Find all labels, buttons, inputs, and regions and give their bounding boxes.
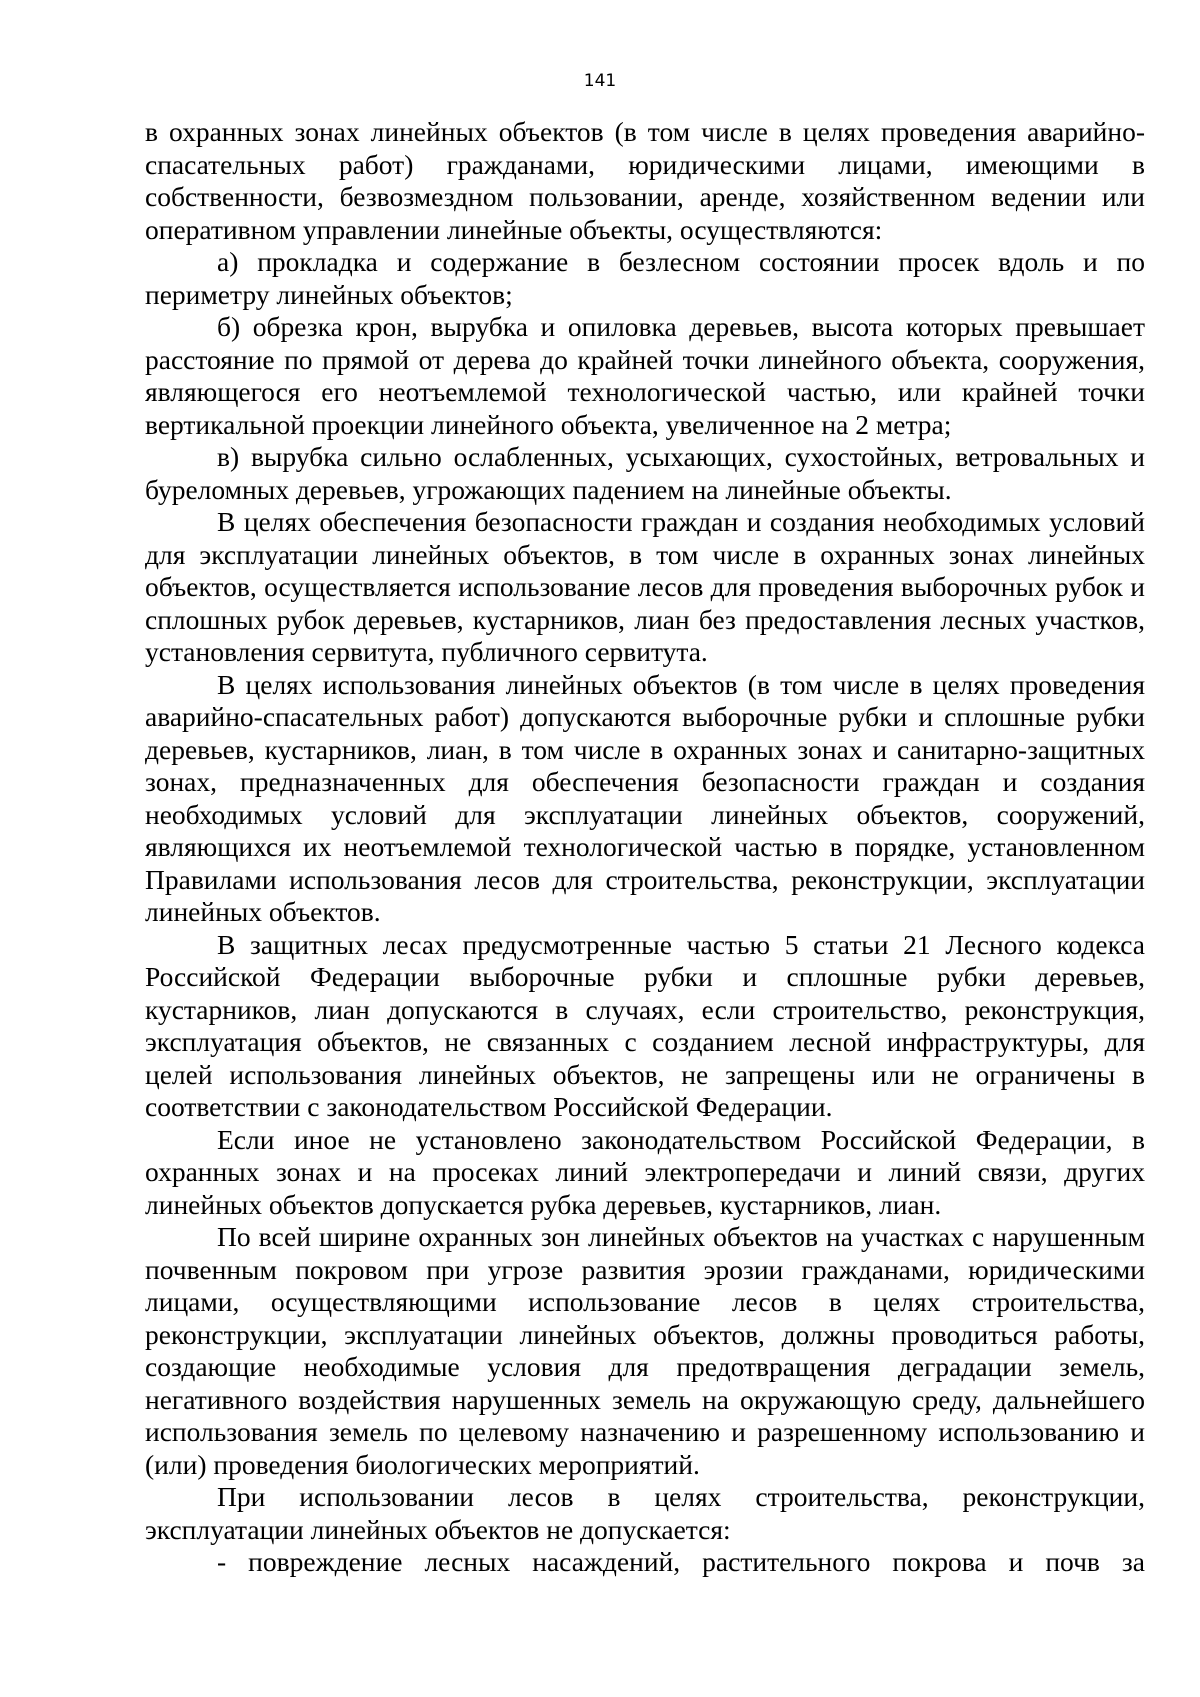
paragraph: - повреждение лесных насаждений, растительного покрова и почв за <box>217 1546 1145 1577</box>
paragraph: б) обрезка крон, вырубка и опиловка деревьев, высота которых превышает расстояние по прямой от дерева до крайней точки линейного объекта, сооружения, являющегося его неотъемлемой технологической частью, или крайней точки вертикальной проекции линейного объекта, увеличенное на 2 метра; <box>145 311 1145 440</box>
paragraph: в) вырубка сильно ослабленных, усыхающих, сухостойных, ветровальных и буреломных деревьев, угрожающих падением на линейные объекты. <box>145 441 1145 505</box>
page-number: 141 <box>583 71 617 91</box>
paragraph: В целях обеспечения безопасности граждан и создания необходимых условий для эксплуатации линейных объектов, в том числе в охранных зонах линейных объектов, осуществляется использование лесов для проведения выборочных рубок и сплошных рубок деревьев, кустарников, лиан без предоставления лесных участков, установления сервитута, публичного сервитута. <box>145 506 1145 667</box>
document-body <box>145 116 1145 1579</box>
paragraph: При использовании лесов в целях строительства, реконструкции, эксплуатации линейных объектов не допускается: <box>145 1481 1145 1545</box>
paragraph: В защитных лесах предусмотренные частью 5 статьи 21 Лесного кодекса Российской Федерации выборочные рубки и сплошные рубки деревьев, кустарников, лиан допускаются в случаях, если строительство, реконструкция, эксплуатация объектов, не связанных с созданием лесной инфраструктуры, для целей использования линейных объектов, не запрещены или не ограничены в соответствии с законодательством Российской Федерации. <box>145 928 1145 1122</box>
paragraph: в охранных зонах линейных объектов (в том числе в целях проведения аварийно-спасательных работ) гражданами, юридическими лицами, имеющими в собственности, безвозмездном пользовании, аренде, хозяйственном ведении или оперативном управлении линейные объекты, осуществляются: <box>145 116 1145 245</box>
paragraph: а) прокладка и содержание в безлесном состоянии просек вдоль и по периметру линейных объектов; <box>145 246 1145 310</box>
paragraph: В целях использования линейных объектов (в том числе в целях проведения аварийно-спасательных работ) допускаются выборочные рубки и сплошные рубки деревьев, кустарников, лиан, в том числе в охранных зонах и санитарно-защитных зонах, предназначенных для обеспечения безопасности граждан и создания необходимых условий для эксплуатации линейных объектов, сооружений, являющихся их неотъемлемой технологической частью в порядке, установленном Правилами использования лесов для строительства, реконструкции, эксплуатации линейных объектов. <box>145 668 1145 927</box>
paragraph: По всей ширине охранных зон линейных объектов на участках с нарушенным почвенным покровом при угрозе развития эрозии гражданами, юридическими лицами, осуществляющими использование лесов в целях строительства, реконструкции, эксплуатации линейных объектов, должны проводиться работы, создающие необходимые условия для предотвращения деградации земель, негативного воздействия нарушенных земель на окружающую среду, дальнейшего использования земель по целевому назначению и разрешенному использованию и (или) проведения биологических мероприятий. <box>145 1221 1145 1480</box>
paragraph: Если иное не установлено законодательством Российской Федерации, в охранных зонах и на просеках линий электропередачи и линий связи, других линейных объектов допускается рубка деревьев, кустарников, лиан. <box>145 1123 1145 1220</box>
